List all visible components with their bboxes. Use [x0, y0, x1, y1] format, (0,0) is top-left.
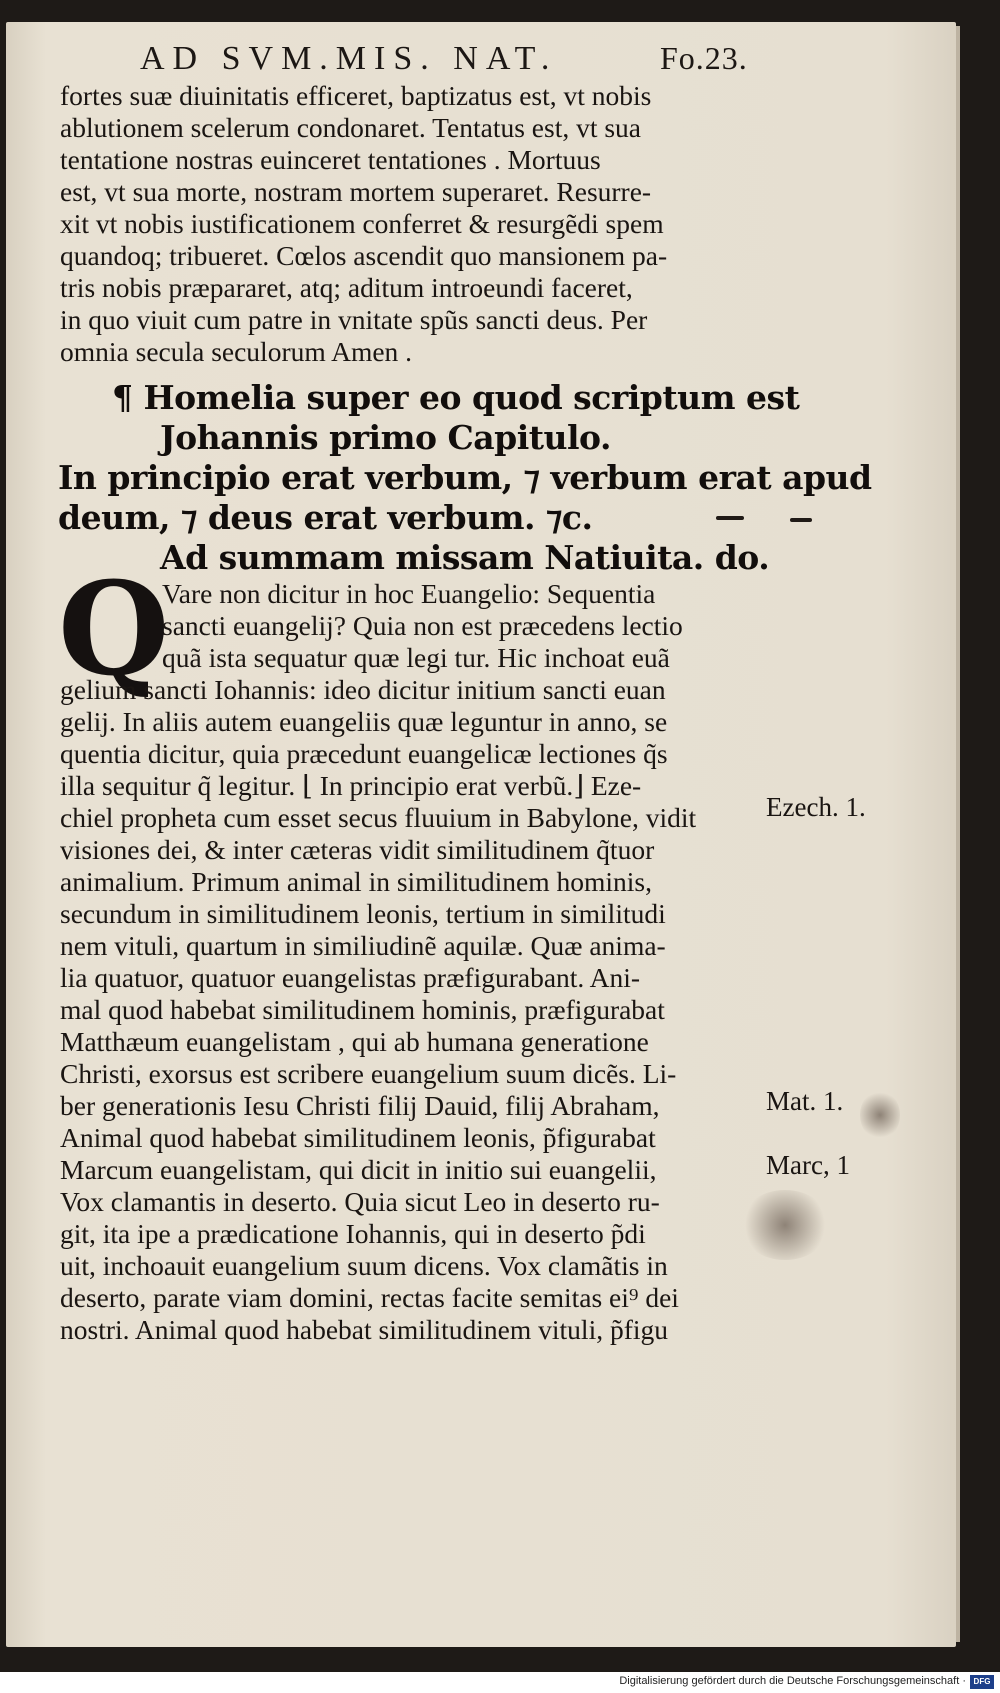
text-line: lia quatuor, quatuor euangelistas præfigurabant. Ani-: [60, 962, 641, 993]
text-line: uit, inchoauit euangelium suum dicens. Vox clamãtis in: [60, 1250, 668, 1281]
folio-number: Fo.23.: [660, 40, 748, 76]
page-edge: [956, 26, 960, 1642]
text-line: Vare non dicitur in hoc Euangelio: Sequentia: [162, 578, 656, 609]
ornament-dash: [790, 518, 812, 522]
text-line: chiel propheta cum esset secus fluuium in Babylone, vidit: [60, 802, 697, 833]
text-line: sancti euangelij? Quia non est præcedens lectio: [162, 610, 683, 641]
text-line: nostri. Animal quod habebat similitudinem vituli, p̃figu: [60, 1314, 669, 1345]
text-line: ablutionem scelerum condonaret. Tentatus est, vt sua: [60, 112, 642, 143]
text-line: quentia dicitur, quia præcedunt euangelicæ lectiones q̃s: [60, 738, 668, 769]
ink-stain: [860, 1090, 900, 1140]
drop-cap: Q: [58, 555, 170, 705]
text-line: Matthæum euangelistam , qui ab humana generatione: [60, 1026, 649, 1057]
text-line: Christi, exorsus est scribere euangelium suum dicẽs. Li-: [60, 1058, 677, 1089]
text-line: fortes suæ diuinitatis efficeret, baptizatus est, vt nobis: [60, 80, 652, 111]
incipit-line: In principio erat verbum, ⁊ verbum erat apud: [58, 458, 872, 497]
text-line: gelium sancti Iohannis: ideo dicitur initium sancti euan: [60, 674, 666, 705]
text-line: quandoq; tribueret. Cœlos ascendit quo mansionem pa-: [60, 240, 668, 271]
text-line: quã ista sequatur quæ legi tur. Hic inchoat euã: [162, 642, 670, 673]
text-line: Vox clamantis in deserto. Quia sicut Leo in deserto ru-: [60, 1186, 660, 1217]
mass-rubric: Ad summam missam Natiuita. do.: [160, 538, 770, 577]
running-header: [140, 40, 780, 82]
margin-note-marc: Marc, 1: [766, 1150, 850, 1180]
text-line: nem vituli, quartum in similiudinẽ aquilæ. Quæ anima-: [60, 930, 666, 961]
incipit-line: deum, ⁊ deus erat verbum. ⁊c.: [58, 498, 593, 537]
dfg-logo: DFG: [970, 1675, 994, 1689]
text-line: tris nobis præpararet, atq; aditum introeundi faceret,: [60, 272, 633, 303]
homily-heading: Johannis primo Capitulo.: [160, 418, 611, 457]
text-line: omnia secula seculorum Amen .: [60, 336, 413, 367]
text-line: tentatione nostras euinceret tentationes . Mortuus: [60, 144, 601, 175]
text-line: illa sequitur q̃ legitur. ⌊ In principio erat verbũ.⌋ Eze-: [60, 770, 642, 801]
text-line: est, vt sua morte, nostram mortem superaret. Resurre-: [60, 176, 652, 207]
text-line: Animal quod habebat similitudinem leonis, p̃figurabat: [60, 1122, 656, 1153]
text-line: ber generationis Iesu Christi filij Dauid, filij Abraham,: [60, 1090, 660, 1121]
footer-bar: [0, 1672, 1000, 1693]
text-line: deserto, parate viam domini, rectas facite semitas ei⁹ dei: [60, 1282, 679, 1313]
margin-note-ezech: Ezech. 1.: [766, 792, 866, 822]
text-line: mal quod habebat similitudinem hominis, præfigurabat: [60, 994, 665, 1025]
text-line: Marcum euangelistam, qui dicit in initio sui euangelii,: [60, 1154, 657, 1185]
ornament-dash: [716, 516, 744, 520]
text-line: gelij. In aliis autem euangeliis quæ leguntur in anno, se: [60, 706, 668, 737]
homily-heading: ¶ Homelia super eo quod scriptum est: [112, 378, 800, 417]
margin-note-mat: Mat. 1.: [766, 1086, 844, 1116]
text-line: visiones dei, & inter cæteras vidit similitudinem q̃tuor: [60, 834, 655, 865]
text-line: xit vt nobis iustificationem conferret & resurgẽdi spem: [60, 208, 664, 239]
text-line: animalium. Primum animal in similitudinem hominis,: [60, 866, 652, 897]
text-line: in quo viuit cum patre in vnitate spũs sancti deus. Per: [60, 304, 648, 335]
footer-credit: Digitalisierung gefördert durch die Deutsche Forschungsgemeinschaft ·: [619, 1675, 966, 1687]
ink-stain: [740, 1190, 830, 1260]
running-title: AD SVM.MIS. NAT.: [140, 40, 558, 77]
text-line: git, ita ipe a prædicatione Iohannis, qui in deserto p̃di: [60, 1218, 646, 1249]
text-line: secundum in similitudinem leonis, tertium in similitudi: [60, 898, 666, 929]
